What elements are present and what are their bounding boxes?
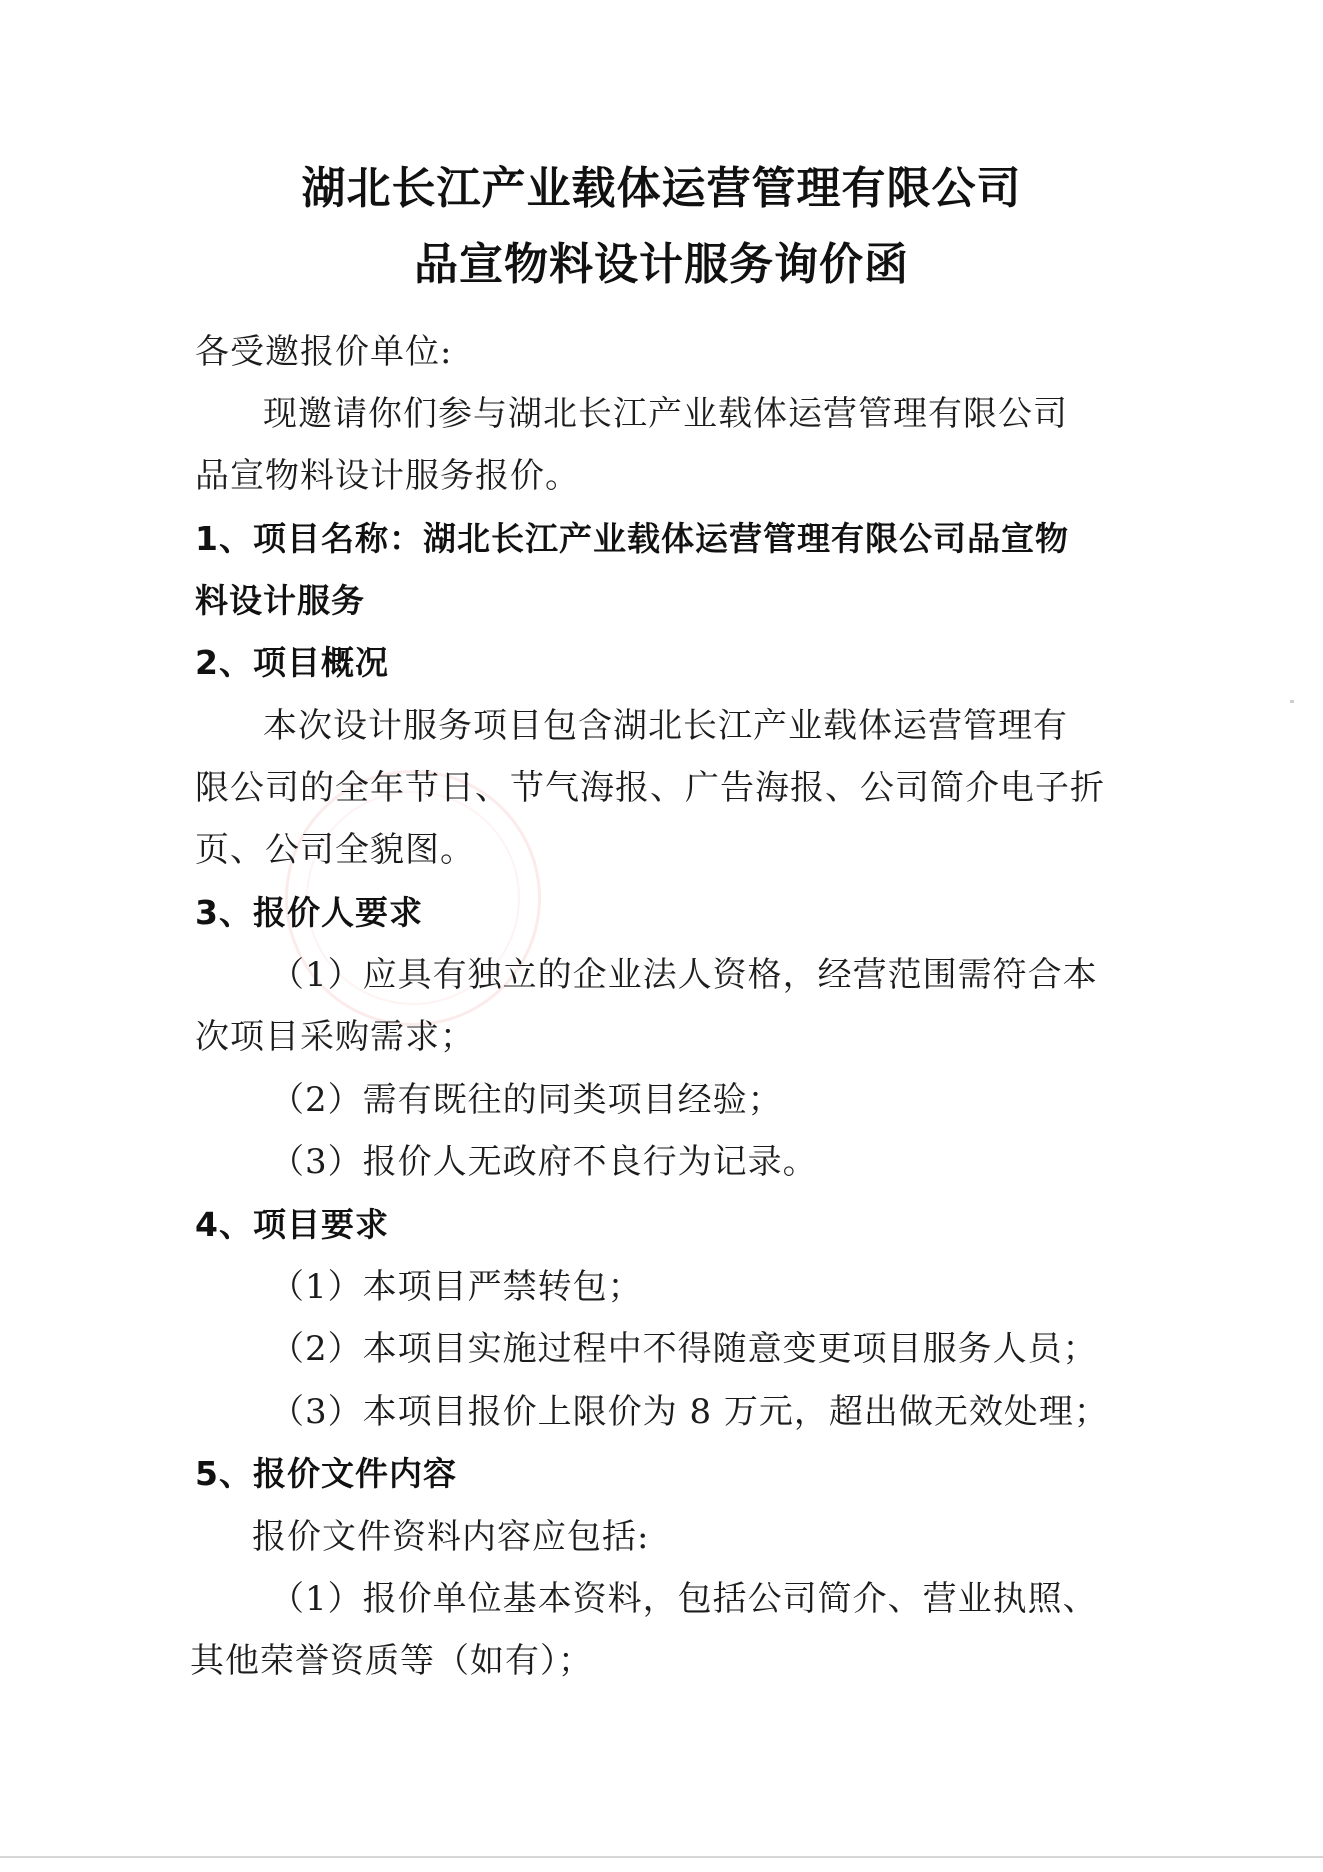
section-2-body-line-2: 限公司的全年节日、节气海报、广告海报、公司简介电子折 — [195, 768, 1105, 808]
section-2-body-line-1: 本次设计服务项目包含湖北长江产业载体运营管理有 — [263, 706, 1068, 746]
salutation: 各受邀报价单位: — [195, 332, 453, 372]
section-4-heading: 4、项目要求 — [195, 1205, 389, 1244]
section-5-item-line-2: 其他荣誉资质等（如有）； — [190, 1641, 593, 1681]
section-3-item-line-4: （3）报价人无政府不良行为记录。 — [270, 1142, 818, 1182]
document-title-line-2: 品宣物料设计服务询价函 — [414, 239, 909, 290]
section-2-heading: 2、项目概况 — [195, 643, 389, 682]
section-5-heading: 5、报价文件内容 — [195, 1454, 457, 1493]
section-3-item-line-3: （2）需有既往的同类项目经验； — [270, 1080, 783, 1120]
document-title-line-1: 湖北长江产业载体运营管理有限公司 — [301, 163, 1022, 214]
section-2-body-line-3: 页、公司全貌图。 — [195, 830, 475, 870]
section-4-item-1: （1）本项目严禁转包； — [270, 1267, 643, 1307]
section-3-heading: 3、报价人要求 — [195, 893, 423, 932]
scan-bottom-edge — [0, 1856, 1323, 1858]
section-1-heading-line-2: 料设计服务 — [195, 581, 365, 620]
section-1-heading-line-1: 1、项目名称：湖北长江产业载体运营管理有限公司品宣物 — [195, 519, 1069, 558]
section-4-item-3: （3）本项目报价上限价为 8 万元，超出做无效处理； — [270, 1392, 1109, 1432]
section-3-item-line-1: （1）应具有独立的企业法人资格，经营范围需符合本 — [270, 955, 1098, 995]
section-5-intro: 报价文件资料内容应包括: — [252, 1517, 650, 1557]
section-4-item-2: （2）本项目实施过程中不得随意变更项目服务人员； — [270, 1329, 1098, 1369]
intro-line-1: 现邀请你们参与湖北长江产业载体运营管理有限公司 — [263, 394, 1068, 434]
section-5-item-line-1: （1）报价单位基本资料，包括公司简介、营业执照、 — [270, 1579, 1098, 1619]
section-3-item-line-2: 次项目采购需求； — [195, 1017, 475, 1057]
intro-line-2: 品宣物料设计服务报价。 — [195, 456, 580, 496]
scan-speck — [1290, 700, 1294, 703]
